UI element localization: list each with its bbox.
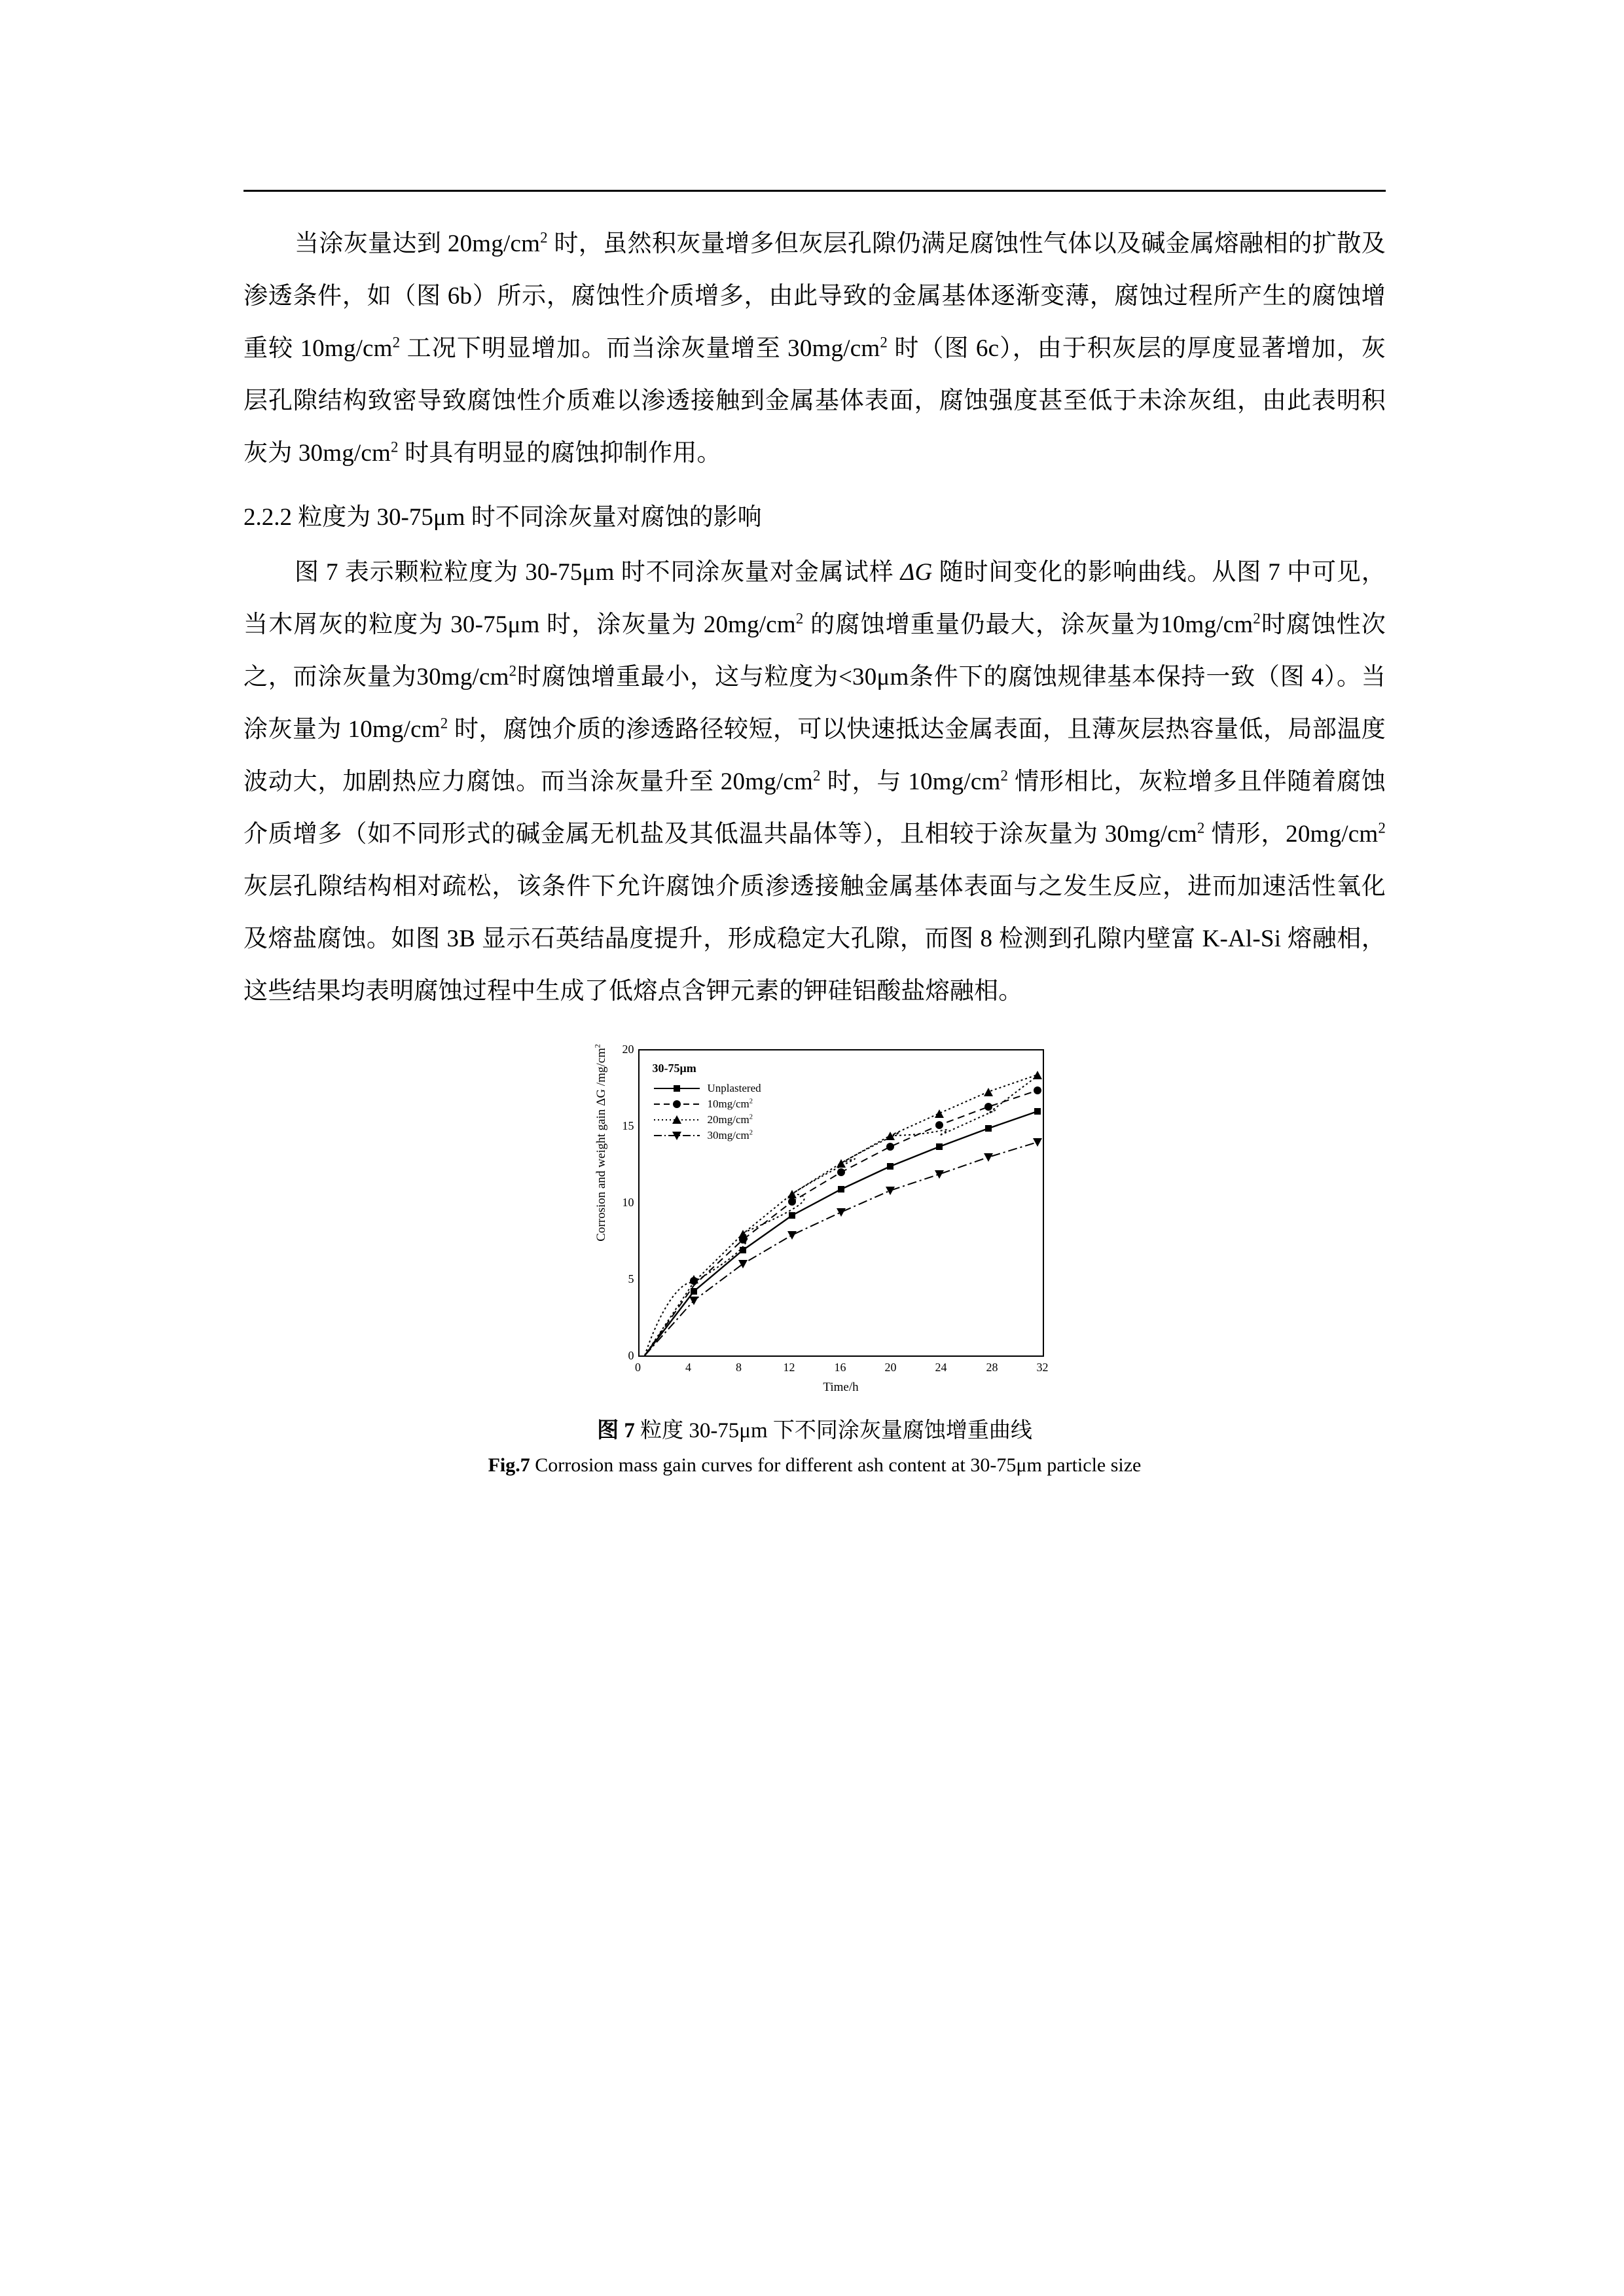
chart-y-tick: 20 bbox=[622, 1043, 634, 1056]
legend-label: $30mg/cm^2$ bbox=[707, 1129, 753, 1141]
header-rule bbox=[244, 190, 1386, 192]
chart-x-tick: 24 bbox=[935, 1361, 947, 1374]
legend-item-20mg bbox=[653, 1112, 761, 1128]
figure-caption-cn-text: 粒度 30-75μm 下不同涂灰量腐蚀增重曲线 bbox=[640, 1419, 1032, 1443]
legend-item-30mg bbox=[653, 1128, 761, 1143]
chart-y-tick: 10 bbox=[622, 1196, 634, 1209]
figure-caption-en-text: Corrosion mass gain curves for different ash content at 30-75μm particle size bbox=[535, 1454, 1142, 1476]
legend-item-10mg bbox=[653, 1096, 761, 1112]
legend-label: $10mg/cm^2$ bbox=[707, 1098, 753, 1110]
chart-x-tick: 32 bbox=[1036, 1361, 1049, 1374]
chart-x-tick: 12 bbox=[783, 1361, 795, 1374]
paragraph-2: 图 7 表示颗粒粒度为 30-75μm 时不同涂灰量对金属试样 ΔG 随时间变化的影响曲线。从图 7 中可见，当木屑灰的粒度为 30-75μm 时，涂灰量为 $20mg/cm^2$ 的腐蚀增重量仍最大，涂灰量为$10mg/cm^2$时腐蚀性次之，而涂灰量为$30mg/cm^2$时腐蚀增重最小，这与粒度为<30μm条件下的腐蚀规律基本保持一致（图 4）。当涂灰量为 $10mg/cm^2$ 时，腐蚀介质的渗透路径较短，可以快速抵达金属表面，且薄灰层热容量低，局部温度波动大，加剧热应力腐蚀。而当涂灰量升至 $20mg/cm^2$ 时，与 $10mg/cm^2$ 情形相比，灰粒增多且伴随着腐蚀介质增多（如不同形式的碱金属无机盐及其低温共晶体等），且相较于涂灰量为 $30mg/cm^2$ 情形，$20mg/cm^2$ 灰层孔隙结构相对疏松，该条件下允许腐蚀介质渗透接触金属基体表面与之发生反应，进而加速活性氧化及熔盐腐蚀。如图 3B 显示石英结晶度提升，形成稳定大孔隙，而图 8 检测到孔隙内壁富 K-Al-Si 熔融相，这些结果均表明腐蚀过程中生成了低熔点含钾元素的钾硅铝酸盐熔融相。 bbox=[244, 559, 1386, 1005]
paragraph-1: 当涂灰量达到 $20mg/cm^2$ 时，虽然积灰量增多但灰层孔隙仍满足腐蚀性气体以及碱金属熔融相的扩散及渗透条件，如（图 6b）所示，腐蚀性介质增多，由此导致的金属基体逐渐变薄，腐蚀过程所产生的腐蚀增重较 $10mg/cm^2$ 工况下明显增加。而当涂灰量增至 $30mg/cm^2$ 时（图 6c），由于积灰层的厚度显著增加，灰层孔隙结构致密导致腐蚀性介质难以渗透接触到金属基体表面，腐蚀强度甚至低于未涂灰组，由此表明积灰为 $30mg/cm^2$ 时具有明显的腐蚀抑制作用。 bbox=[244, 229, 1386, 467]
chart-y-tick: 0 bbox=[628, 1349, 634, 1362]
legend-symbol-circle-dashed-icon bbox=[653, 1098, 701, 1111]
chart-x-tick: 0 bbox=[635, 1361, 641, 1374]
legend-symbol-square-solid-icon bbox=[653, 1082, 701, 1095]
figure-7 bbox=[244, 1037, 1386, 1477]
series-marker-30mg bbox=[689, 1138, 1042, 1305]
chart-y-axis-label: Corrosion and weight gain ΔG $/mg/cm^2$ bbox=[593, 1044, 608, 1242]
chart-x-axis-label: Time/h bbox=[823, 1380, 859, 1394]
chart-x-tick: 4 bbox=[685, 1361, 691, 1374]
chart-x-tick: 8 bbox=[736, 1361, 742, 1374]
legend-symbol-triangle-up-dotted-icon bbox=[653, 1113, 701, 1126]
figure-caption-cn bbox=[597, 1413, 1032, 1444]
chart-legend bbox=[653, 1060, 761, 1143]
chart-y-tick: 5 bbox=[628, 1272, 634, 1285]
chart-x-tick: 28 bbox=[986, 1361, 998, 1374]
chart-y-tick: 15 bbox=[622, 1119, 634, 1132]
legend-symbol-triangle-down-dashdot-icon bbox=[653, 1129, 701, 1142]
page-content bbox=[244, 190, 1386, 1477]
figure-caption-cn-label: 图 7 bbox=[597, 1419, 635, 1443]
chart-container bbox=[553, 1037, 1077, 1404]
section-heading: 2.2.2 粒度为 30-75μm 时不同涂灰量对腐蚀的影响 bbox=[244, 504, 762, 531]
figure-caption-en-label: Fig.7 bbox=[488, 1454, 530, 1476]
legend-label: $20mg/cm^2$ bbox=[707, 1113, 753, 1126]
chart-legend-title: 30-75μm bbox=[652, 1062, 696, 1075]
figure-caption-en bbox=[488, 1454, 1142, 1477]
legend-label: Unplastered bbox=[707, 1082, 761, 1094]
chart-x-tick: 20 bbox=[884, 1361, 897, 1374]
chart-x-tick: 16 bbox=[834, 1361, 846, 1374]
legend-item-unplastered bbox=[653, 1081, 761, 1096]
